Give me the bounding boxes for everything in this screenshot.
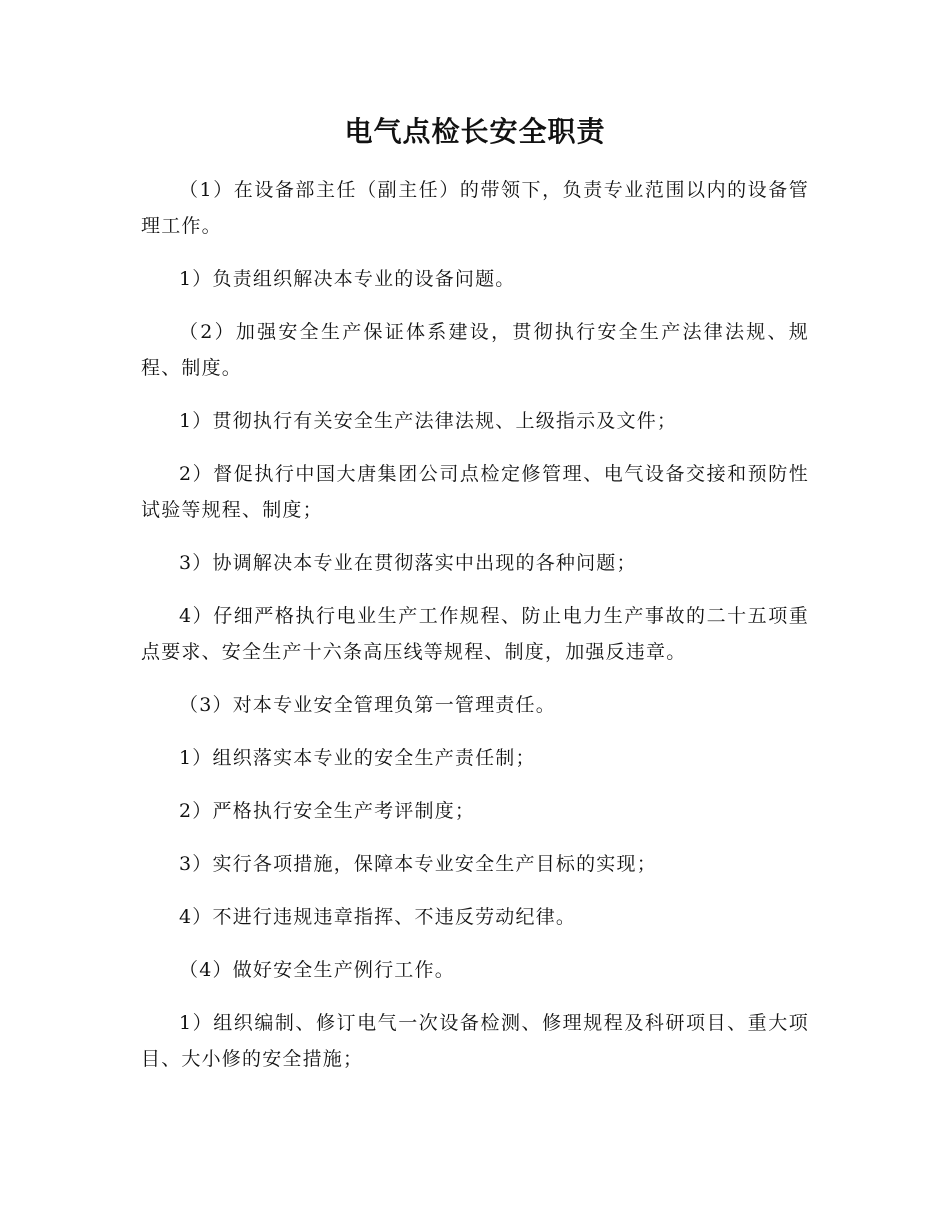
paragraph-12: 4）不进行违规违章指挥、不违反劳动纪律。 (179, 906, 577, 928)
paragraph-4: 1）贯彻执行有关安全生产法律法规、上级指示及文件； (179, 410, 678, 432)
paragraph-6: 3）协调解决本专业在贯彻落实中出现的各种问题； (179, 552, 637, 574)
paragraph-9: 1）组织落实本专业的安全生产责任制； (179, 747, 536, 769)
paragraph-5: 2）督促执行中国大唐集团公司点检定修管理、电气设备交接和预防性试验等规程、制度； (141, 463, 809, 521)
paragraph-10: 2）严格执行安全生产考评制度； (179, 800, 476, 822)
paragraph-8: （3）对本专业安全管理负第一管理责任。 (179, 694, 556, 716)
paragraph-11: 3）实行各项措施，保障本专业安全生产目标的实现； (179, 853, 657, 875)
document-content (141, 110, 809, 1094)
paragraph-13: （4）做好安全生产例行工作。 (179, 959, 455, 981)
paragraph-14: 1）组织编制、修订电气一次设备检测、修理规程及科研项目、重大项目、大小修的安全措施； (141, 1012, 809, 1070)
paragraph-7: 4）仔细严格执行电业生产工作规程、防止电力生产事故的二十五项重点要求、安全生产十六条高压线等规程、制度，加强反违章。 (141, 605, 809, 663)
document-title: 电气点检长安全职责 (344, 115, 606, 148)
paragraph-1: （1）在设备部主任（副主任）的带领下，负责专业范围以内的设备管理工作。 (141, 179, 809, 237)
paragraph-3: （2）加强安全生产保证体系建设，贯彻执行安全生产法律法规、规程、制度。 (141, 321, 809, 379)
document-body (141, 172, 809, 1077)
paragraph-2: 1）负责组织解决本专业的设备问题。 (179, 268, 516, 290)
